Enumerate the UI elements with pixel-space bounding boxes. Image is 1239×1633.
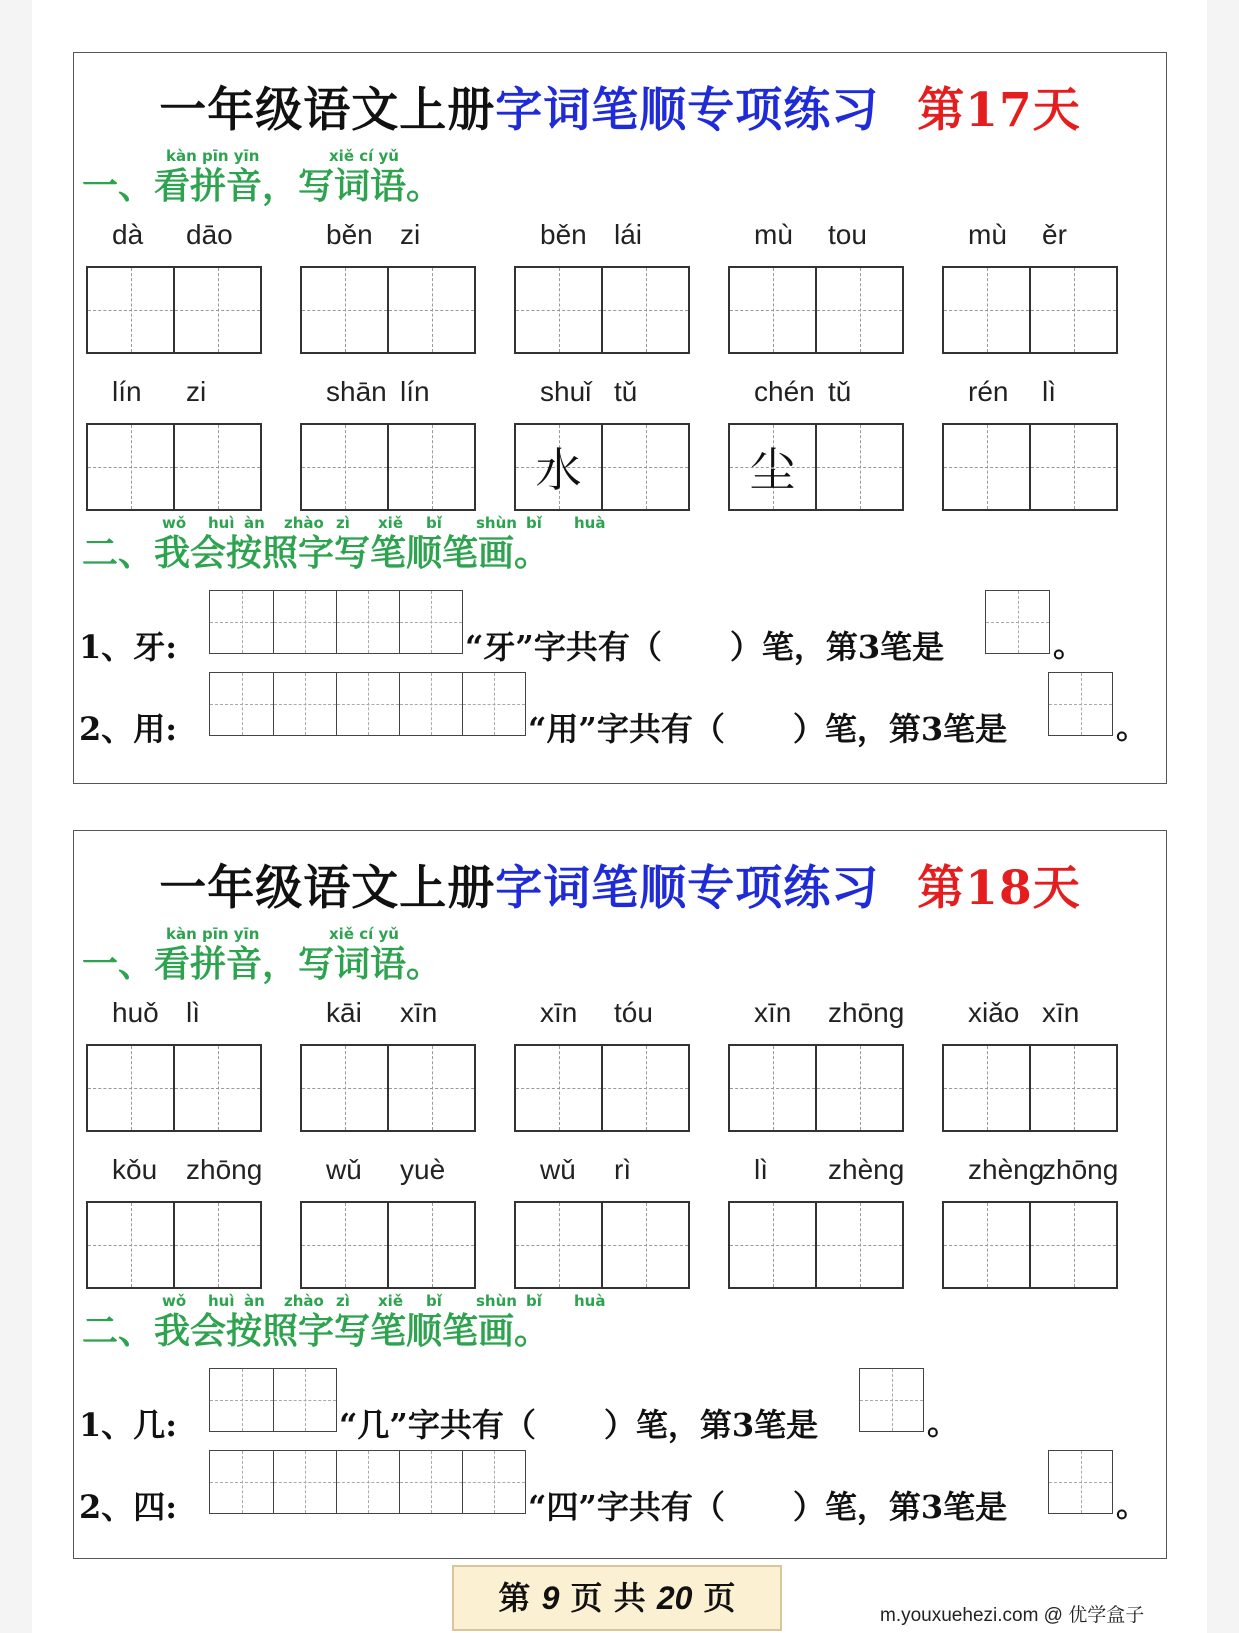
tianzige-cell[interactable]	[1029, 268, 1116, 352]
stroke-order-cell[interactable]	[336, 1451, 399, 1513]
stroke-order-cell[interactable]	[399, 673, 462, 735]
tianzige-cell[interactable]	[730, 1046, 815, 1130]
section1-heading: 一、看拼音，写词语。	[82, 943, 443, 985]
tianzige-cell[interactable]	[88, 425, 173, 509]
tianzige-cell[interactable]	[815, 425, 902, 509]
stroke-order-grid[interactable]	[209, 672, 526, 736]
pinyin-syllable: xīn	[754, 997, 792, 1028]
pinyin-syllable: xiǎo	[968, 997, 1020, 1028]
section2-pinyin: huì	[208, 514, 235, 532]
tianzige-cell[interactable]	[516, 268, 601, 352]
tianzige-cell[interactable]	[88, 1203, 173, 1287]
section1-pinyin-b: xiě cí yǔ	[329, 147, 399, 165]
tianzige-word-box[interactable]	[514, 1201, 690, 1289]
stroke-order-cell[interactable]	[210, 591, 273, 653]
stroke-order-cell[interactable]	[273, 1369, 336, 1431]
page-indicator	[452, 1565, 782, 1631]
third-stroke-prompt: ）笔，第3笔是	[792, 710, 1008, 748]
tianzige-word-box[interactable]	[514, 423, 690, 511]
tianzige-word-box[interactable]	[300, 423, 476, 511]
tianzige-word-box[interactable]	[300, 1201, 476, 1289]
tianzige-cell[interactable]	[516, 425, 601, 509]
tianzige-cell[interactable]	[302, 268, 387, 352]
section1-pinyin-a: kàn pīn yīn	[166, 925, 260, 943]
stroke-order-cell[interactable]	[1049, 673, 1112, 735]
section2-pinyin: bǐ	[426, 1292, 442, 1310]
stroke-count-prompt: “用”字共有（	[528, 710, 725, 748]
total-pages: 20	[656, 1580, 693, 1616]
tianzige-cell[interactable]	[944, 1203, 1029, 1287]
tianzige-cell[interactable]	[815, 268, 902, 352]
stroke-question-label: 2、四:	[79, 1488, 178, 1526]
stroke-order-cell[interactable]	[462, 673, 525, 735]
worksheet-title	[74, 73, 1166, 140]
tianzige-cell[interactable]	[387, 268, 474, 352]
tianzige-word-box[interactable]	[942, 423, 1118, 511]
section2-pinyin: shùn	[476, 514, 517, 532]
pinyin-syllable: zi	[186, 376, 207, 407]
third-stroke-prompt: ）笔，第3笔是	[603, 1406, 819, 1444]
section2-pinyin: bǐ	[426, 514, 442, 532]
tianzige-cell[interactable]	[516, 1203, 601, 1287]
section2-pinyin: xiě	[378, 514, 403, 532]
section2-heading: 二、我会按照字写笔顺笔画。	[82, 532, 551, 574]
pinyin-syllable: kāi	[326, 997, 362, 1028]
pinyin-syllable: wǔ	[326, 1154, 362, 1185]
title-day: 第18天	[917, 861, 1081, 916]
section2-wrap	[82, 1311, 550, 1351]
tianzige-cell[interactable]	[387, 425, 474, 509]
pinyin-syllable: běn	[540, 219, 587, 250]
stroke-order-cell[interactable]	[210, 1369, 273, 1431]
tianzige-cell[interactable]	[601, 1046, 688, 1130]
tianzige-cell[interactable]	[601, 268, 688, 352]
section2-heading: 二、我会按照字写笔顺笔画。	[82, 1310, 551, 1352]
section2-pinyin: wǒ	[162, 1292, 187, 1310]
stroke-order-grid[interactable]	[209, 1450, 526, 1514]
pinyin-syllable: zhōng	[1042, 1154, 1119, 1185]
title-topic: 字词笔顺专项练习	[495, 83, 880, 138]
section2-pinyin: zhào	[284, 514, 324, 532]
stroke-order-cell[interactable]	[273, 591, 336, 653]
stroke-order-grid[interactable]	[209, 1368, 337, 1432]
tianzige-cell[interactable]	[601, 1203, 688, 1287]
tianzige-cell[interactable]	[1029, 425, 1116, 509]
pinyin-syllable: dà	[112, 219, 144, 250]
sentence-period: 。	[1053, 626, 1086, 664]
pinyin-syllable: kǒu	[112, 1154, 158, 1185]
tianzige-cell[interactable]	[815, 1203, 902, 1287]
stroke-count-prompt: “牙”字共有（	[465, 628, 662, 666]
third-stroke-prompt: ）笔，第3笔是	[792, 1488, 1008, 1526]
footer-suffix: 页	[703, 1579, 736, 1617]
section2-pinyin: huà	[574, 1292, 606, 1310]
pinyin-syllable: rén	[968, 376, 1009, 407]
stroke-order-cell[interactable]	[210, 1451, 273, 1513]
current-page: 9	[541, 1580, 560, 1616]
stroke-count-prompt: “几”字共有（	[339, 1406, 536, 1444]
pinyin-syllable: zhèng	[828, 1154, 905, 1185]
stroke-order-grid[interactable]	[209, 590, 463, 654]
third-stroke-answer-box[interactable]	[985, 590, 1050, 654]
pinyin-syllable: yuè	[400, 1154, 446, 1185]
stroke-order-cell[interactable]	[399, 591, 462, 653]
pinyin-syllable: zi	[400, 219, 421, 250]
stroke-order-cell[interactable]	[860, 1369, 923, 1431]
stroke-question-label: 2、用:	[79, 710, 178, 748]
tianzige-cell[interactable]	[302, 1203, 387, 1287]
tianzige-cell[interactable]	[1029, 1046, 1116, 1130]
tianzige-word-box[interactable]	[514, 266, 690, 354]
third-stroke-answer-box[interactable]	[1048, 1450, 1113, 1514]
pinyin-syllable: shān	[326, 376, 387, 407]
stroke-order-cell[interactable]	[210, 673, 273, 735]
stroke-order-cell[interactable]	[1049, 1451, 1112, 1513]
title-topic: 字词笔顺专项练习	[495, 861, 880, 916]
tianzige-cell[interactable]	[944, 268, 1029, 352]
pinyin-syllable: lín	[112, 376, 142, 407]
section2-pinyin: bǐ	[526, 514, 542, 532]
sentence-period: 。	[1116, 708, 1149, 746]
pinyin-syllable: lái	[614, 219, 643, 250]
pinyin-syllable: lì	[754, 1154, 768, 1185]
tianzige-cell[interactable]	[730, 268, 815, 352]
section2-pinyin: wǒ	[162, 514, 187, 532]
section2-pinyin: bǐ	[526, 1292, 542, 1310]
pinyin-syllable: lì	[186, 997, 200, 1028]
tianzige-cell[interactable]	[730, 425, 815, 509]
pinyin-syllable: tǔ	[614, 376, 638, 407]
section2-pinyin: zì	[336, 1292, 350, 1310]
tianzige-cell[interactable]	[173, 1046, 260, 1130]
third-stroke-answer-box[interactable]	[1048, 672, 1113, 736]
pinyin-syllable: tóu	[614, 997, 653, 1028]
section1-heading: 一、看拼音，写词语。	[82, 165, 443, 207]
tianzige-cell[interactable]	[815, 1046, 902, 1130]
section1-pinyin-a: kàn pīn yīn	[166, 147, 260, 165]
sentence-period: 。	[1116, 1486, 1149, 1524]
tianzige-cell[interactable]	[1029, 1203, 1116, 1287]
section2-pinyin: huà	[574, 514, 606, 532]
stroke-question-text	[465, 622, 944, 668]
tianzige-word-box[interactable]	[942, 1201, 1118, 1289]
tianzige-word-box[interactable]	[728, 1044, 904, 1132]
stroke-order-cell[interactable]	[336, 591, 399, 653]
tianzige-cell[interactable]	[944, 1046, 1029, 1130]
watermark: m.youxuehezi.com @ 优学盒子	[880, 1605, 1145, 1626]
pinyin-syllable: shuǐ	[540, 376, 592, 407]
day-17-panel	[73, 52, 1167, 784]
section2-pinyin: shùn	[476, 1292, 517, 1310]
tianzige-word-box[interactable]	[86, 423, 262, 511]
tianzige-cell[interactable]	[88, 268, 173, 352]
title-grade: 一年级语文上册	[159, 83, 496, 138]
tianzige-cell[interactable]	[173, 268, 260, 352]
third-stroke-answer-box[interactable]	[859, 1368, 924, 1432]
tianzige-cell[interactable]	[516, 1046, 601, 1130]
stroke-question-label: 1、牙:	[79, 628, 178, 666]
pinyin-syllable: xīn	[400, 997, 438, 1028]
tianzige-cell[interactable]	[88, 1046, 173, 1130]
tianzige-word-box[interactable]	[728, 266, 904, 354]
section2-pinyin: zhào	[284, 1292, 324, 1310]
section2-pinyin: huì	[208, 1292, 235, 1310]
tianzige-cell[interactable]	[173, 1203, 260, 1287]
tianzige-word-box[interactable]	[942, 1044, 1118, 1132]
worksheet-title	[74, 851, 1166, 918]
pinyin-syllable: ěr	[1042, 219, 1067, 250]
stroke-order-cell[interactable]	[273, 1451, 336, 1513]
stroke-order-cell[interactable]	[273, 673, 336, 735]
tianzige-word-box[interactable]	[300, 1044, 476, 1132]
tianzige-cell[interactable]	[302, 425, 387, 509]
pinyin-syllable: lì	[1042, 376, 1056, 407]
footer-middle: 页 共	[570, 1579, 646, 1617]
tianzige-cell[interactable]	[302, 1046, 387, 1130]
tianzige-word-box[interactable]	[86, 1201, 262, 1289]
title-day: 第17天	[917, 83, 1081, 138]
pinyin-syllable: xīn	[1042, 997, 1080, 1028]
pinyin-syllable: tou	[828, 219, 867, 250]
pinyin-syllable: tǔ	[828, 376, 852, 407]
pinyin-syllable: mù	[754, 219, 793, 250]
section2-wrap	[82, 533, 550, 573]
tianzige-cell[interactable]	[387, 1203, 474, 1287]
sentence-period: 。	[927, 1404, 960, 1442]
pinyin-syllable: mù	[968, 219, 1007, 250]
section2-pinyin: zì	[336, 514, 350, 532]
stroke-question-text	[528, 704, 1007, 750]
footer-prefix: 第	[498, 1579, 531, 1617]
pinyin-syllable: zhōng	[828, 997, 905, 1028]
section1-wrap	[82, 944, 442, 984]
pinyin-syllable: rì	[614, 1154, 632, 1185]
tianzige-word-box[interactable]	[86, 1044, 262, 1132]
section2-pinyin: àn	[244, 1292, 265, 1310]
day-18-panel	[73, 830, 1167, 1559]
pinyin-syllable: chén	[754, 376, 815, 407]
pinyin-syllable: huǒ	[112, 997, 159, 1028]
title-grade: 一年级语文上册	[159, 861, 496, 916]
pinyin-syllable: wǔ	[540, 1154, 576, 1185]
stroke-order-cell[interactable]	[399, 1451, 462, 1513]
tianzige-cell[interactable]	[944, 425, 1029, 509]
written-character: 水	[535, 443, 582, 497]
tianzige-cell[interactable]	[730, 1203, 815, 1287]
tianzige-cell[interactable]	[601, 425, 688, 509]
section2-pinyin: xiě	[378, 1292, 403, 1310]
tianzige-cell[interactable]	[173, 425, 260, 509]
pinyin-syllable: běn	[326, 219, 373, 250]
tianzige-word-box[interactable]	[728, 423, 904, 511]
tianzige-cell[interactable]	[387, 1046, 474, 1130]
stroke-order-cell[interactable]	[986, 591, 1049, 653]
stroke-order-cell[interactable]	[336, 673, 399, 735]
stroke-question-label: 1、几:	[79, 1406, 178, 1444]
section2-pinyin: àn	[244, 514, 265, 532]
pinyin-syllable: zhōng	[186, 1154, 263, 1185]
section1-wrap	[82, 166, 442, 206]
stroke-question-text	[339, 1400, 818, 1446]
tianzige-word-box[interactable]	[300, 266, 476, 354]
tianzige-word-box[interactable]	[86, 266, 262, 354]
third-stroke-prompt: ）笔，第3笔是	[729, 628, 945, 666]
section1-pinyin-b: xiě cí yǔ	[329, 925, 399, 943]
tianzige-word-box[interactable]	[514, 1044, 690, 1132]
pinyin-syllable: dāo	[186, 219, 233, 250]
tianzige-word-box[interactable]	[942, 266, 1118, 354]
written-character: 尘	[749, 443, 796, 497]
stroke-order-cell[interactable]	[462, 1451, 525, 1513]
pinyin-syllable: zhèng	[968, 1154, 1045, 1185]
tianzige-word-box[interactable]	[728, 1201, 904, 1289]
stroke-question-text	[528, 1482, 1007, 1528]
stroke-count-prompt: “四”字共有（	[528, 1488, 725, 1526]
pinyin-syllable: lín	[400, 376, 430, 407]
pinyin-syllable: xīn	[540, 997, 578, 1028]
